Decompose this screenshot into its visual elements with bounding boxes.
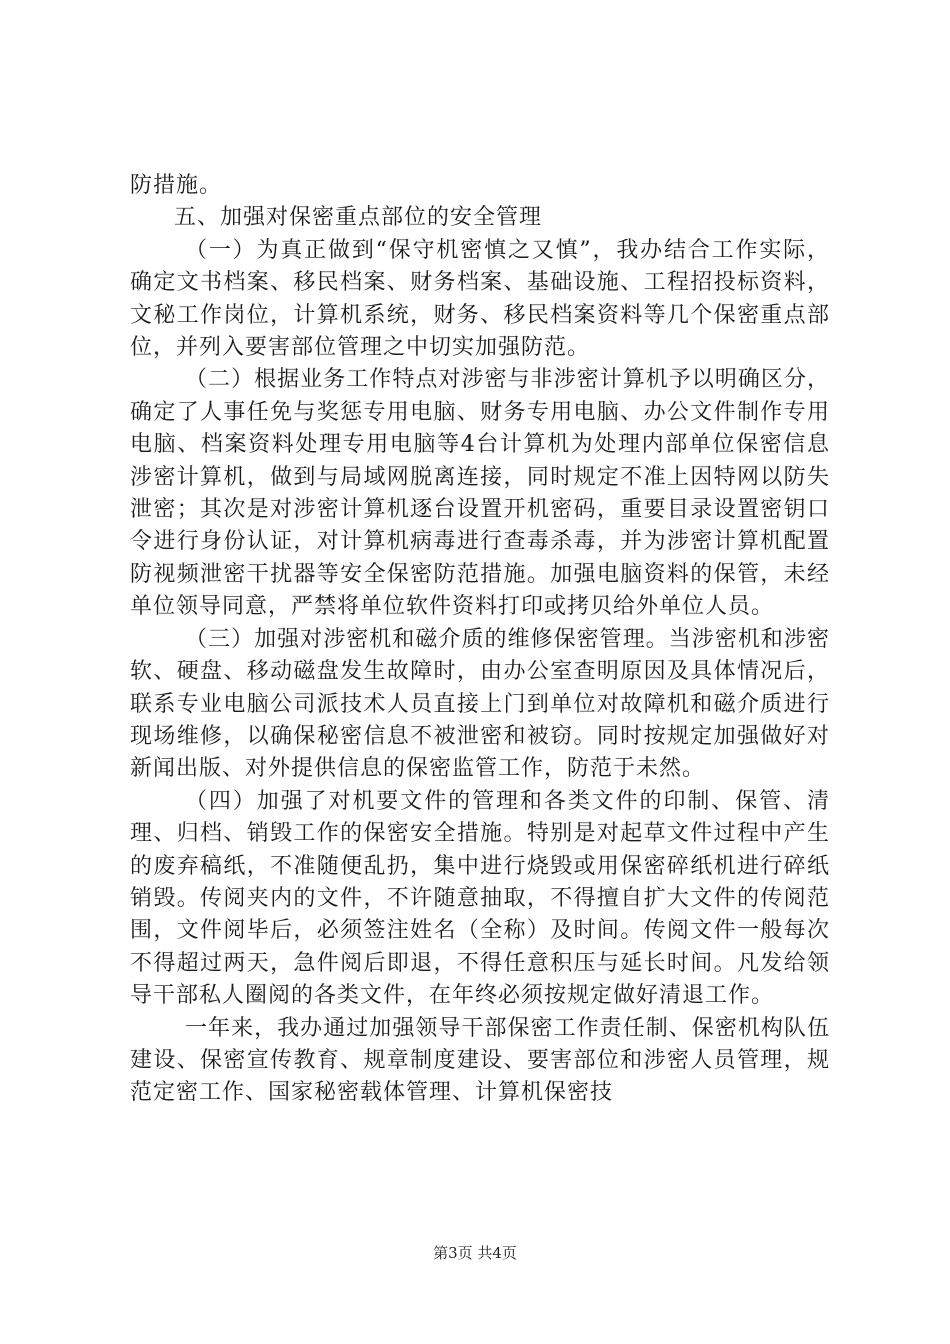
- paragraph-item-2: （二）根据业务工作特点对涉密与非涉密计算机予以明确区分，确定了人事任免与奖惩专用电脑、财务专用电脑、办公文件制作专用电脑、档案资料处理专用电脑等4台计算机为处理内部单位保密信息涉密计算机，做到与局域网脱离连接，同时规定不准上因特网以防失泄密；其次是对涉密计算机逐台设置开机密码，重要目录设置密钥口令进行身份认证，对计算机病毒进行查毒杀毒，并为涉密计算机配置防视频泄密干扰器等安全保密防范措施。加强电脑资料的保管，未经单位领导同意，严禁将单位软件资料打印或拷贝给外单位人员。: [130, 367, 830, 620]
- section-heading: 五、加强对保密重点部位的安全管理: [174, 205, 543, 231]
- paragraph-continuation: 防措施。: [130, 173, 223, 198]
- paragraph-item-3: （三）加强对涉密机和磁介质的维修保密管理。当涉密机和涉密软、硬盘、移动磁盘发生故障时，由办公室查明原因及具体情况后，联系专业电脑公司派技术人员直接上门到单位对故障机和磁介质进行现场维修，以确保秘密信息不被泄密和被窃。同时按规定加强做好对新闻出版、对外提供信息的保密监管工作，防范于未然。: [130, 626, 830, 782]
- paragraph-item-1: （一）为真正做到“保守机密慎之又慎”，我办结合工作实际，确定文书档案、移民档案、财务档案、基础设施、工程招投标资料，文秘工作岗位，计算机系统，财务、移民档案资料等几个保密重点部位，并列入要害部位管理之中切实加强防范。: [130, 237, 830, 361]
- paragraph-summary: 一年来，我办通过加强领导干部保密工作责任制、保密机构队伍建设、保密宣传教育、规章制度建设、要害部位和涉密人员管理，规范定密工作、国家秘密载体管理、计算机保密技: [130, 1015, 830, 1106]
- page-number-footer: 第3页 共4页: [433, 1244, 517, 1262]
- document-body: [130, 170, 830, 1110]
- paragraph-item-4: （四）加强了对机要文件的管理和各类文件的印制、保管、清理、归档、销毁工作的保密安全措施。特别是对起草文件过程中产生的废弃稿纸，不准随便乱扔，集中进行烧毁或用保密碎纸机进行碎纸销毁。传阅夹内的文件，不许随意抽取，不得擅自扩大文件的传阅范围，文件阅毕后，必须签注姓名（全称）及时间。传阅文件一般每次不得超过两天，急件阅后即退，不得任意积压与延长时间。凡发给领导干部私人圈阅的各类文件，在年终必须按规定做好清退工作。: [130, 788, 830, 1009]
